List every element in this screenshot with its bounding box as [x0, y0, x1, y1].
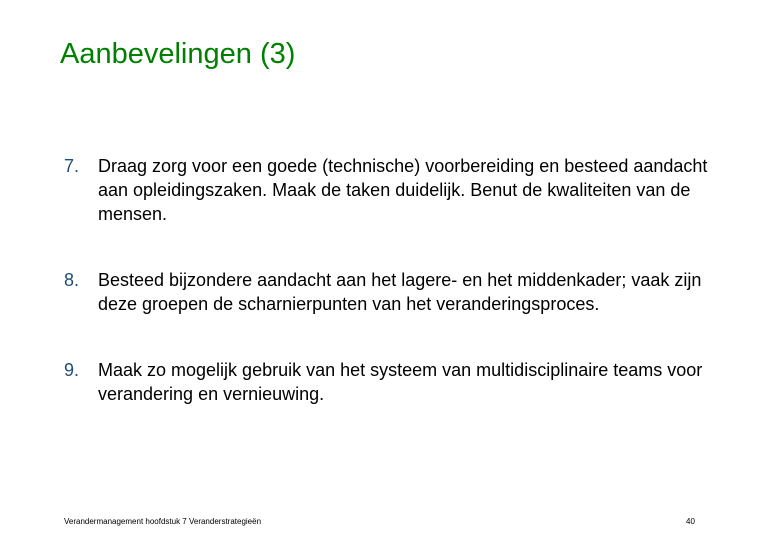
list-item	[64, 358, 714, 406]
item-text: Besteed bijzondere aandacht aan het lagere- en het middenkader; vaak zijn deze groepen de scharnierpunten van het veranderingsproces.	[98, 270, 702, 314]
item-number: 8.	[64, 270, 80, 290]
recommendation-list	[64, 154, 714, 448]
slide-title: Aanbevelingen (3)	[60, 38, 296, 70]
item-text: Maak zo mogelijk gebruik van het systeem van multidisciplinaire teams voor verandering en vernieuwing.	[98, 360, 703, 404]
list-item	[64, 268, 714, 316]
footer-text: Verandermanagement hoofdstuk 7 Veranderstrategieën	[64, 517, 262, 526]
list-item	[64, 154, 714, 226]
item-number: 7.	[64, 156, 80, 176]
item-number: 9.	[64, 360, 80, 380]
item-text: Draag zorg voor een goede (technische) voorbereiding en besteed aandacht aan opleidingszaken. Maak de taken duidelijk. Benut de kwaliteiten van de mensen.	[98, 156, 708, 224]
page-number: 40	[686, 517, 695, 526]
